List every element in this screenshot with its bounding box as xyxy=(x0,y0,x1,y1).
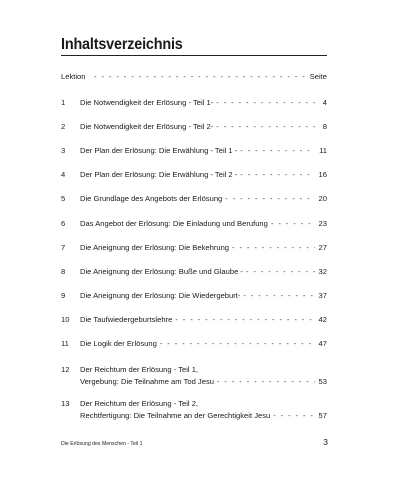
toc-entry-number: 13 xyxy=(61,399,70,408)
footer-book-title: Die Erlösung des Menschen - Teil 1 xyxy=(61,441,143,447)
toc-entry-line xyxy=(80,410,327,422)
toc-entry-number: 12 xyxy=(61,365,70,374)
toc-entry-title: Die Taufwiedergeburtslehre xyxy=(80,315,173,324)
toc-entry-leader xyxy=(217,376,315,388)
toc-entry-page: 20 xyxy=(318,194,327,203)
toc-entry-leader xyxy=(246,266,315,278)
toc-entry-line xyxy=(80,242,327,254)
toc-entry-line xyxy=(80,193,327,205)
toc-entry-line xyxy=(80,97,327,109)
toc-entry-number: 6 xyxy=(61,219,66,228)
toc-entry-number: 4 xyxy=(61,170,66,179)
toc-entry-line xyxy=(80,314,327,326)
toc-entry-title: Der Plan der Erlösung: Die Erwählung - Teil 2 - xyxy=(80,170,238,179)
toc-entry-line xyxy=(80,338,327,350)
toc-entry-leader xyxy=(175,314,315,326)
toc-entry-title: Die Aneignung der Erlösung: Die Wiedergeburt- xyxy=(80,291,241,300)
toc-header-leader xyxy=(94,71,309,83)
toc-entry-page: 23 xyxy=(318,219,327,228)
toc-entry-title: Vergebung: Die Teilnahme am Tod Jesu xyxy=(80,377,214,386)
toc-entry-title: Die Logik der Erlösung xyxy=(80,339,157,348)
toc-entry-title: Die Grundlage des Angebots der Erlösung xyxy=(80,194,223,203)
toc-entry-line xyxy=(80,121,327,133)
toc-entry-title: Die Aneignung der Erlösung: Die Bekehrung xyxy=(80,243,230,252)
toc-entry-number: 8 xyxy=(61,267,66,276)
toc-entry-leader xyxy=(232,242,315,254)
toc-entry-page: 27 xyxy=(318,243,327,252)
toc-entry-title: Der Plan der Erlösung: Die Erwählung - Teil 1 - xyxy=(80,146,238,155)
toc-entry-number: 1 xyxy=(61,98,66,107)
page-title: Inhaltsverzeichnis xyxy=(61,36,183,53)
toc-entry-leader xyxy=(271,218,315,230)
toc-entry-line xyxy=(80,290,327,302)
toc-entry-leader xyxy=(240,145,315,157)
toc-entry-number: 5 xyxy=(61,194,66,203)
toc-entry-leader xyxy=(273,410,315,422)
toc-entry-line xyxy=(80,376,327,388)
toc-entry-number: 2 xyxy=(61,122,66,131)
toc-entry-page: 4 xyxy=(322,98,327,107)
toc-entry-title: Die Notwendigkeit der Erlösung - Teil 2- xyxy=(80,122,214,131)
toc-entry-line xyxy=(80,169,327,181)
toc-entry-page: 42 xyxy=(318,315,327,324)
toc-entry-number: 9 xyxy=(61,291,66,300)
toc-entry-title: Die Aneignung der Erlösung: Buße und Glaube - xyxy=(80,267,243,276)
toc-entry-page: 53 xyxy=(318,377,327,386)
toc-entry-leader xyxy=(216,121,315,133)
toc-entry-page: 37 xyxy=(318,291,327,300)
toc-entry-number: 3 xyxy=(61,146,66,155)
toc-entry-title-line: Der Reichtum der Erlösung - Teil 1, xyxy=(80,365,199,374)
toc-entry-page: 11 xyxy=(319,146,327,155)
toc-entry-page: 32 xyxy=(318,267,327,276)
toc-entry-title-line: Der Reichtum der Erlösung - Teil 2, xyxy=(80,399,199,408)
toc-entry-line xyxy=(80,266,327,278)
toc-entry-title: Das Angebot der Erlösung: Die Einladung und Berufung xyxy=(80,219,268,228)
toc-entry-page: 16 xyxy=(318,170,327,179)
toc-entry-page: 57 xyxy=(318,411,327,420)
footer-page-number: 3 xyxy=(323,437,328,447)
toc-entry-number: 11 xyxy=(61,339,69,348)
toc-entry-line xyxy=(80,218,327,230)
toc-entry-leader xyxy=(225,193,315,205)
toc-entry-leader xyxy=(160,338,315,350)
toc-entry-leader xyxy=(243,290,315,302)
toc-entry-title: Die Notwendigkeit der Erlösung - Teil 1- xyxy=(80,98,214,107)
toc-entry-line xyxy=(80,145,327,157)
toc-entry-leader xyxy=(216,97,315,109)
toc-entry-number: 10 xyxy=(61,315,70,324)
toc-entry-title: Rechtfertigung: Die Teilnahme an der Gerechtigkeit Jesu xyxy=(80,411,271,420)
toc-entry-page: 47 xyxy=(318,339,327,348)
toc-entry-leader xyxy=(240,169,315,181)
title-rule xyxy=(61,55,327,56)
toc-entry-number: 7 xyxy=(61,243,66,252)
toc-header-seite: Seite xyxy=(309,72,327,81)
toc-entry-page: 8 xyxy=(322,122,327,131)
toc-header-lektion: Lektion xyxy=(61,72,86,81)
